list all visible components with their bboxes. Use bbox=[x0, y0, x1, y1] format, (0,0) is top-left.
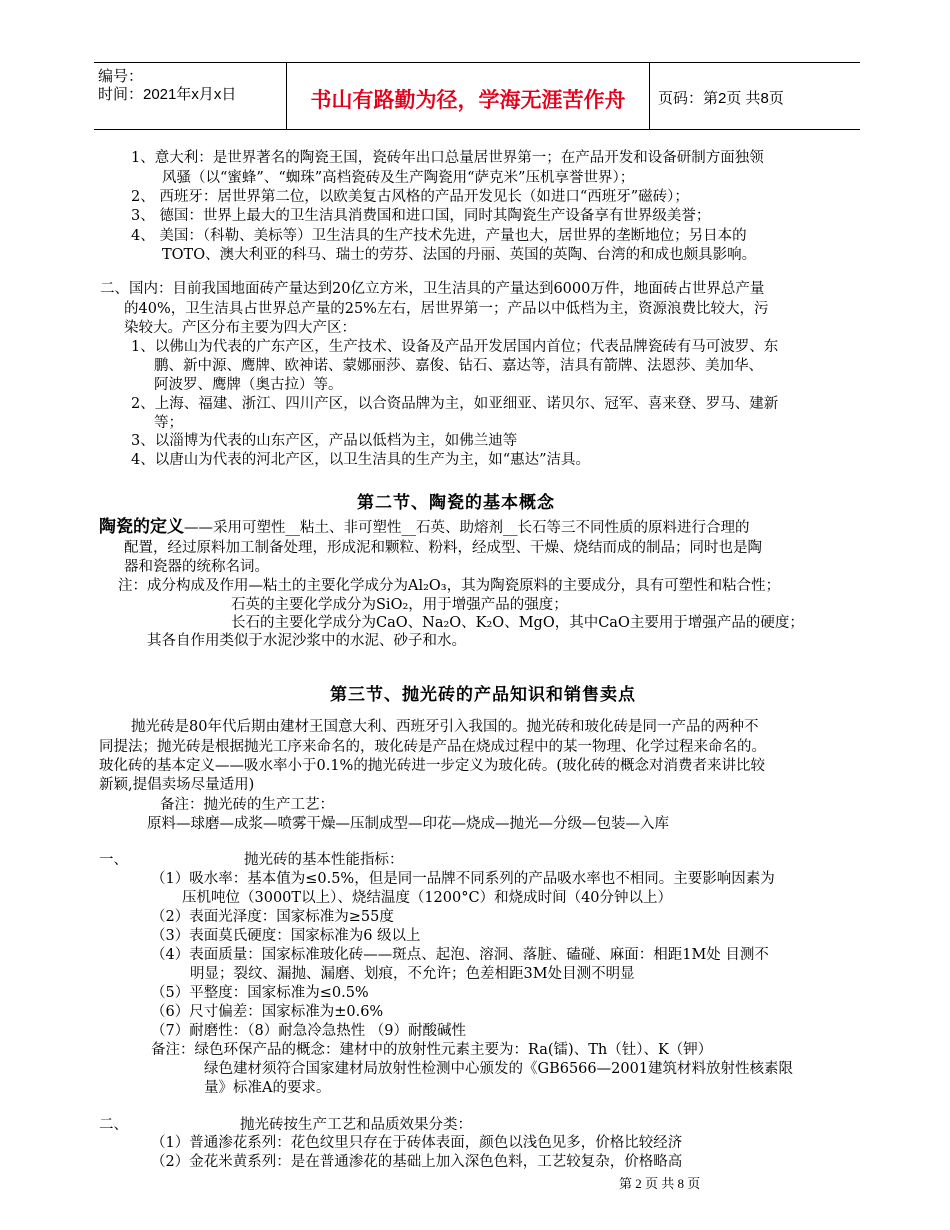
intl-line: 3、 德国：世界上最大的卫生洁具消费国和进口国，同时其陶瓷生产设备享有世界级美誉； bbox=[131, 208, 711, 224]
heading-number: 二、 bbox=[99, 1117, 128, 1133]
remark-line: 备注：抛光砖的生产工艺： bbox=[160, 797, 334, 813]
intl-line: 4、 美国：（科勒、美标等）卫生洁具的生产技术先进，产量也大，居世界的垄断地位；另日本的 bbox=[131, 228, 747, 244]
domestic-line: 二、国内：目前我国地面砖产量达到20亿立方米，卫生洁具的产量达到6000万件，地面砖占世界总产量 bbox=[100, 281, 765, 297]
intro-line: 新颖,提倡卖场尽量适用) bbox=[99, 777, 255, 793]
property-line: （2）表面光泽度：国家标准为≥55度 bbox=[151, 909, 394, 925]
green-line: 量》标准A的要求。 bbox=[204, 1080, 331, 1096]
intl-line: 风骚（以“蜜蜂”、“蜘珠”高档瓷砖及生产陶瓷用“萨克米”压机享誉世界）； bbox=[162, 170, 635, 186]
property-line: （3）表面莫氏硬度：国家标准为6 级以上 bbox=[151, 928, 421, 944]
region-line: 阿波罗、鹰牌（奥古拉）等。 bbox=[154, 377, 343, 393]
property-line: （5）平整度：国家标准为≤0.5% bbox=[151, 985, 369, 1001]
category-line: （1）普通渗花系列：花色纹里只存在于砖体表面，颜色以浅色见多，价格比较经济 bbox=[151, 1135, 683, 1151]
intro-line: 同提法；抛光砖是根据抛光工序来命名的，玻化砖是产品在烧成过程中的某一物理、化学过程来命名的。 bbox=[99, 739, 766, 755]
green-line: 绿色建材须符合国家建材局放射性检测中心颁发的《GB6566—2001建筑材料放射性核素限 bbox=[204, 1061, 794, 1077]
note-line: 石英的主要化学成分为SiO₂，用于增强产品的强度； bbox=[231, 597, 568, 613]
property-line: （6）尺寸偏差：国家标准为±0.6% bbox=[151, 1004, 384, 1020]
property-line: 压机吨位（3000T以上）、烧结温度（1200°C）和烧成时间（40分钟以上） bbox=[182, 890, 673, 906]
intl-line: 1、意大利：是世界著名的陶瓷王国，瓷砖年出口总量居世界第一；在产品开发和设备研制方面独领 bbox=[131, 150, 764, 166]
process-line: 原料—球磨—成浆—喷雾干燥—压制成型—印花—烧成—抛光—分级—包装—入库 bbox=[147, 816, 669, 832]
definition-line: 配置，经过原料加工制备处理，形成泥和颗粒、粉料，经成型、干燥、烧结而成的制品；同时也是陶 bbox=[124, 540, 762, 556]
domestic-line: 的40%，卫生洁具占世界总产量的25%左右，居世界第一；产品以中低档为主，资源浪费比较大，污 bbox=[124, 301, 769, 317]
region-line: 2、上海、福建、浙江、四川产区，以合资品牌为主，如亚细亚、诺贝尔、冠军、喜来登、罗马、建新 bbox=[131, 396, 779, 412]
category-line: （2）金花米黄系列：是在普通渗花的基础上加入深色色料，工艺较复杂，价格略高 bbox=[151, 1154, 683, 1170]
green-line: 备注：绿色环保产品的概念：建材中的放射性元素主要为：Ra(镭)、Th（钍）、K（钾） bbox=[151, 1042, 713, 1058]
region-line: 4、以唐山为代表的河北产区，以卫生洁具的生产为主，如“惠达”洁具。 bbox=[131, 452, 591, 468]
definition-text: ——采用可塑性__粘土、非可塑性__石英、助熔剂__长石等三不同性质的原料进行合理的 bbox=[184, 520, 750, 536]
definition-line bbox=[99, 517, 750, 538]
property-line: 明显；裂纹、漏抛、漏磨、划痕，不允许；色差相距3M处目测不明显 bbox=[190, 966, 635, 982]
property-line: （1）吸水率：基本值为≤0.5%，但是同一品牌不同系列的产品吸水率也不相同。主要影响因素为 bbox=[151, 871, 775, 887]
region-line: 1、以佛山为代表的广东产区，生产技术、设备及产品开发居国内首位；代表品牌瓷砖有马可波罗、东 bbox=[131, 339, 779, 355]
header-meta-cell bbox=[94, 63, 287, 129]
property-line: （7）耐磨性：（8）耐急冷急热性 （9）耐酸碱性 bbox=[151, 1023, 467, 1039]
domestic-line: 染较大。产区分布主要为四大产区： bbox=[124, 320, 356, 336]
region-line: 3、以淄博为代表的山东产区，产品以低档为主，如佛兰迪等 bbox=[131, 433, 518, 449]
definition-term: 陶瓷的定义 bbox=[99, 517, 184, 537]
section-title: 第三节、抛光砖的产品知识和销售卖点 bbox=[330, 685, 636, 705]
page-header bbox=[94, 62, 860, 130]
region-line: 鹏、新中源、鹰牌、欧神诺、蒙娜丽莎、嘉俊、钻石、嘉达等，洁具有箭牌、法恩莎、美加华、 bbox=[154, 358, 763, 374]
intl-line: TOTO、澳大利亚的科马、瑞士的劳芬、法国的丹丽、英国的英陶、台湾的和成也颇具影响。 bbox=[162, 247, 757, 263]
heading-text: 抛光砖的基本性能指标： bbox=[244, 852, 404, 868]
number-label: 编号： bbox=[98, 68, 144, 85]
header-page-cell bbox=[650, 63, 860, 129]
heading-number: 一、 bbox=[99, 852, 128, 868]
definition-line: 器和瓷器的统称名词。 bbox=[124, 559, 269, 575]
section-title: 第二节、陶瓷的基本概念 bbox=[357, 493, 555, 513]
note-line: 注：成分构成及作用—粘土的主要化学成分为Al₂O₃，其为陶瓷原料的主要成分，具有可塑性和粘合性； bbox=[118, 578, 781, 594]
page-label: 页码：第2页 共8页 bbox=[658, 90, 784, 107]
heading-text: 抛光砖按生产工艺和品质效果分类： bbox=[240, 1117, 472, 1133]
page-footer: 第 2 页 共 8 页 bbox=[619, 1176, 701, 1191]
region-line: 等； bbox=[154, 415, 183, 431]
motto: 书山有路勤为径，学海无涯苦作舟 bbox=[310, 88, 626, 112]
header-motto-cell bbox=[287, 63, 650, 129]
intro-line: 抛光砖是80年代后期由建材王国意大利、西班牙引入我国的。抛光砖和玻化砖是同一产品的两种不 bbox=[131, 719, 759, 735]
intro-line: 玻化砖的基本定义——吸水率小于0.1%的抛光砖进一步定义为玻化砖。(玻化砖的概念对消费者来讲比较 bbox=[99, 758, 765, 774]
note-line: 其各自作用类似于水泥沙浆中的水泥、砂子和水。 bbox=[147, 633, 466, 649]
date-label: 时间：2021年x月x日 bbox=[98, 86, 237, 103]
note-line: 长石的主要化学成分为CaO、Na₂O、K₂O、MgO，其中CaO主要用于增强产品的硬度； bbox=[231, 615, 804, 631]
property-line: （4）表面质量：国家标准玻化砖——斑点、起泡、溶洞、落脏、磕碰、麻面：相距1M处 目测不 bbox=[151, 947, 769, 963]
intl-line: 2、 西班牙：居世界第二位，以欧美复古风格的产品开发见长（如进口“西班牙”磁砖）； bbox=[131, 189, 689, 205]
